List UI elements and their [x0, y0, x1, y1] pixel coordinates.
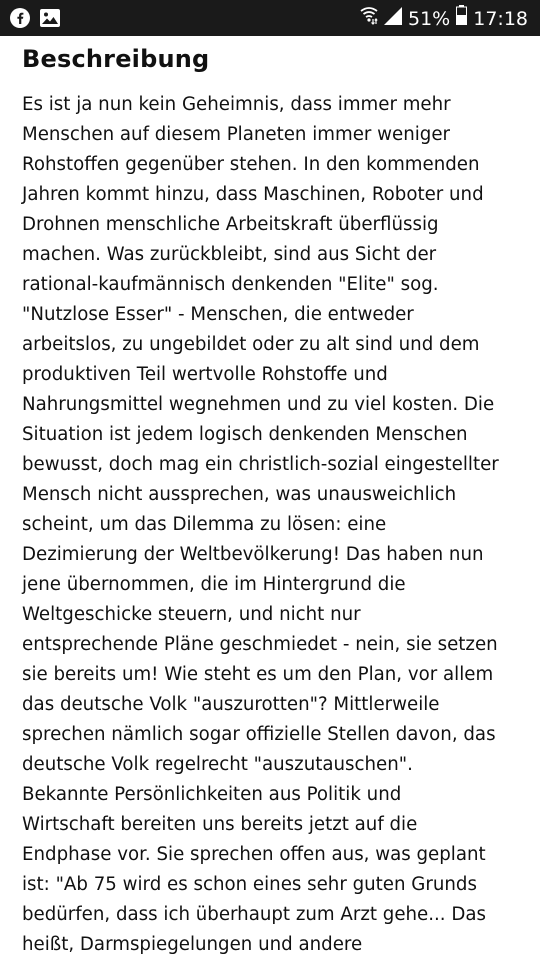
facebook-icon	[10, 8, 30, 32]
battery-percent: 51%	[408, 7, 451, 30]
status-bar-right	[360, 5, 528, 32]
section-heading: Beschreibung	[22, 45, 210, 73]
clock: 17:18	[473, 7, 528, 30]
status-bar-left	[10, 8, 60, 32]
status-bar	[0, 0, 540, 36]
gallery-icon	[40, 9, 60, 31]
description-text: Es ist ja nun kein Geheimnis, dass immer mehr Menschen auf diesem Planeten immer weniger Rohstoffen gegenüber stehen. In den kommenden Jahren kommt hinzu, dass Maschinen, Roboter und Drohnen menschliche Arbeitskraft überflüssig machen. Was zurückbleibt, sind aus Sicht der rational-kaufmännisch denkenden "Elite" sog. "Nutzlose Esser" - Menschen, die entweder arbeitslos, zu ungebildet oder zu alt sind und dem produktiven Teil wertvolle Rohstoffe und Nahrungsmittel wegnehmen und zu viel kosten. Die Situation ist jedem logisch denkenden Menschen bewusst, doch mag ein christlich-sozial eingestellter Mensch nicht aussprechen, was unausweichlich scheint, um das Dilemma zu lösen: eine Dezimierung der Weltbevölkerung! Das haben nun jene übernommen, die im Hintergrund die Weltgeschicke steuern, und nicht nur entsprechende Pläne geschmiedet - nein, sie setzen sie bereits um! Wie steht es um den Plan, vor allem das deutsche Volk "auszurotten"? Mittlerweile sprechen nämlich sogar offizielle Stellen davon, das deutsche Volk regelrecht "auszutauschen". Bekannte Persönlichkeiten aus Politik und Wirtschaft bereiten uns bereits jetzt auf die Endphase vor. Sie sprechen offen aus, was geplant ist: "Ab 75 wird es schon eines sehr guten Grunds bedürfen, dass ich überhaupt zum Arzt gehe... Das heißt, Darmspiegelungen und andere	[22, 94, 499, 955]
wifi-icon	[360, 5, 378, 32]
battery-icon	[456, 5, 467, 32]
signal-icon	[384, 6, 402, 32]
description-section	[22, 42, 522, 960]
